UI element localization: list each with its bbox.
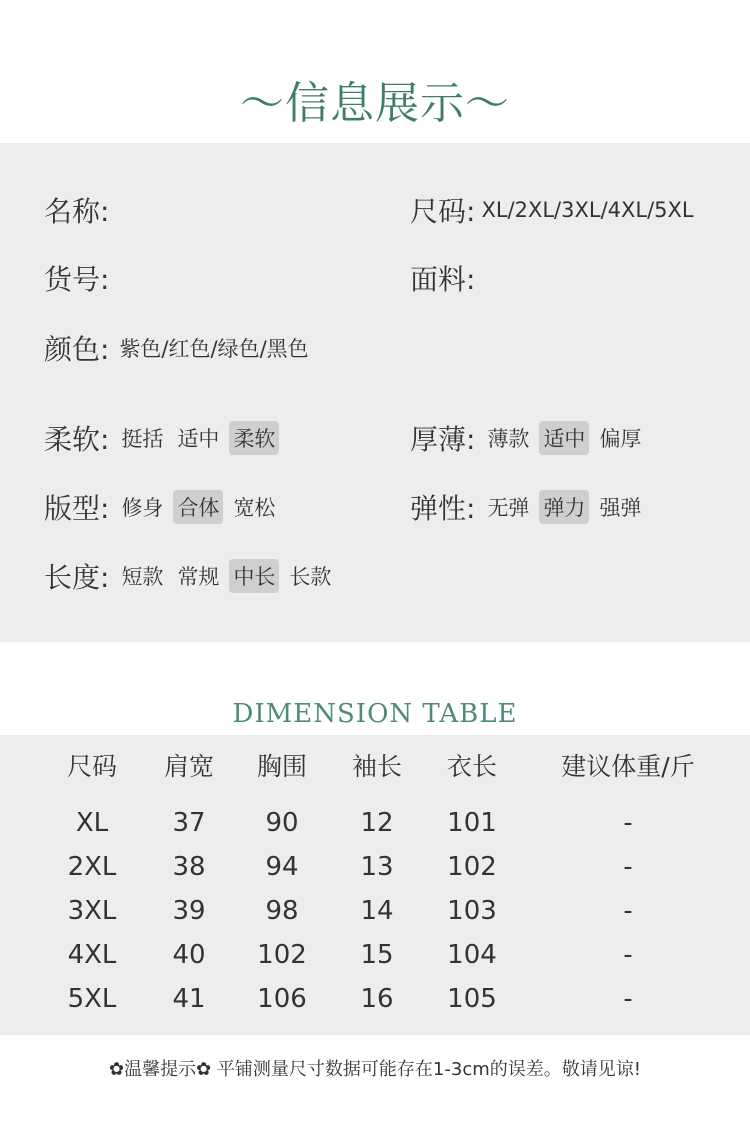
table-cell: 102 [257,940,307,970]
fabric-row [410,258,475,298]
table-header-cell: 衣长 [446,752,497,781]
table-cell: 104 [447,940,497,970]
article-label: 货号: [44,263,110,296]
table-cell: 3XL [67,896,117,926]
softness-row [44,418,285,458]
elasticity-option: 弹力 [539,490,589,524]
length-option: 长款 [289,565,332,589]
length-label: 长度: [44,561,110,594]
length-option: 中长 [229,559,279,593]
table-cell: 103 [447,896,497,926]
elasticity-option: 无弹 [487,496,530,520]
size-table [0,735,750,1035]
size-value: XL/2XL/3XL/4XL/5XL [481,198,694,222]
table-cell: 5XL [67,984,117,1014]
table-cell: - [623,808,633,838]
softness-option: 挺括 [121,427,164,451]
thickness-options [483,421,651,455]
table-cell: - [623,984,633,1014]
table-cell: - [623,896,633,926]
elasticity-option: 强弹 [599,496,642,520]
table-cell: 14 [360,896,394,926]
size-label: 尺码: [410,195,476,228]
table-cell: 12 [360,808,394,838]
thickness-option: 适中 [539,421,589,455]
table-header-cell: 袖长 [351,752,402,781]
size-row [410,190,694,230]
table-cell: 15 [360,940,394,970]
table-cell: - [623,940,633,970]
table-cell: 98 [265,896,299,926]
table-cell: 4XL [67,940,117,970]
elasticity-row [410,487,651,527]
table-cell: 37 [172,808,206,838]
table-header-cell: 胸围 [256,752,307,781]
table-cell: 13 [360,852,394,882]
name-label: 名称: [44,195,110,228]
softness-option: 柔软 [229,421,279,455]
table-cell: 90 [265,808,299,838]
fit-option: 合体 [173,490,223,524]
table-cell: - [623,852,633,882]
table-header-cell: 尺码 [66,752,117,781]
length-option: 短款 [121,565,164,589]
measurement-notice: ✿温馨提示✿ 平铺测量尺寸数据可能存在1-3cm的误差。敬请见谅! [109,1059,641,1080]
color-row [44,328,309,368]
table-cell: 16 [360,984,394,1014]
thickness-option: 薄款 [487,427,530,451]
softness-options [117,421,285,455]
color-value: 紫色/红色/绿色/黑色 [119,337,309,361]
table-header-cell: 肩宽 [163,752,214,781]
table-cell: 101 [447,808,497,838]
fit-label: 版型: [44,492,110,525]
table-cell: 106 [257,984,307,1014]
table-header-cell: 建议体重/斤 [561,752,695,781]
thickness-label: 厚薄: [410,423,476,456]
thickness-row [410,418,651,458]
table-cell: 38 [172,852,206,882]
elasticity-options [483,490,651,524]
table-cell: 2XL [67,852,117,882]
fit-option: 宽松 [233,496,276,520]
table-cell: 39 [172,896,206,926]
softness-option: 适中 [177,427,220,451]
table-cell: 105 [447,984,497,1014]
fit-option: 修身 [121,496,164,520]
thickness-option: 偏厚 [599,427,642,451]
name-row [44,190,109,230]
page-title: ～信息展示～ [240,78,510,129]
table-cell: 102 [447,852,497,882]
table-cell: XL [75,808,109,838]
elasticity-label: 弹性: [410,492,476,525]
article-row [44,258,109,298]
color-label: 颜色: [44,333,110,366]
softness-label: 柔软: [44,423,110,456]
length-option: 常规 [177,565,220,589]
length-options [117,559,341,593]
table-cell: 94 [265,852,299,882]
length-row [44,556,341,596]
product-info-panel [0,143,750,642]
fabric-label: 面料: [410,263,476,296]
table-cell: 40 [172,940,206,970]
fit-options [117,490,285,524]
dimension-table-title: DIMENSION TABLE [232,699,518,729]
table-cell: 41 [172,984,206,1014]
fit-row [44,487,285,527]
